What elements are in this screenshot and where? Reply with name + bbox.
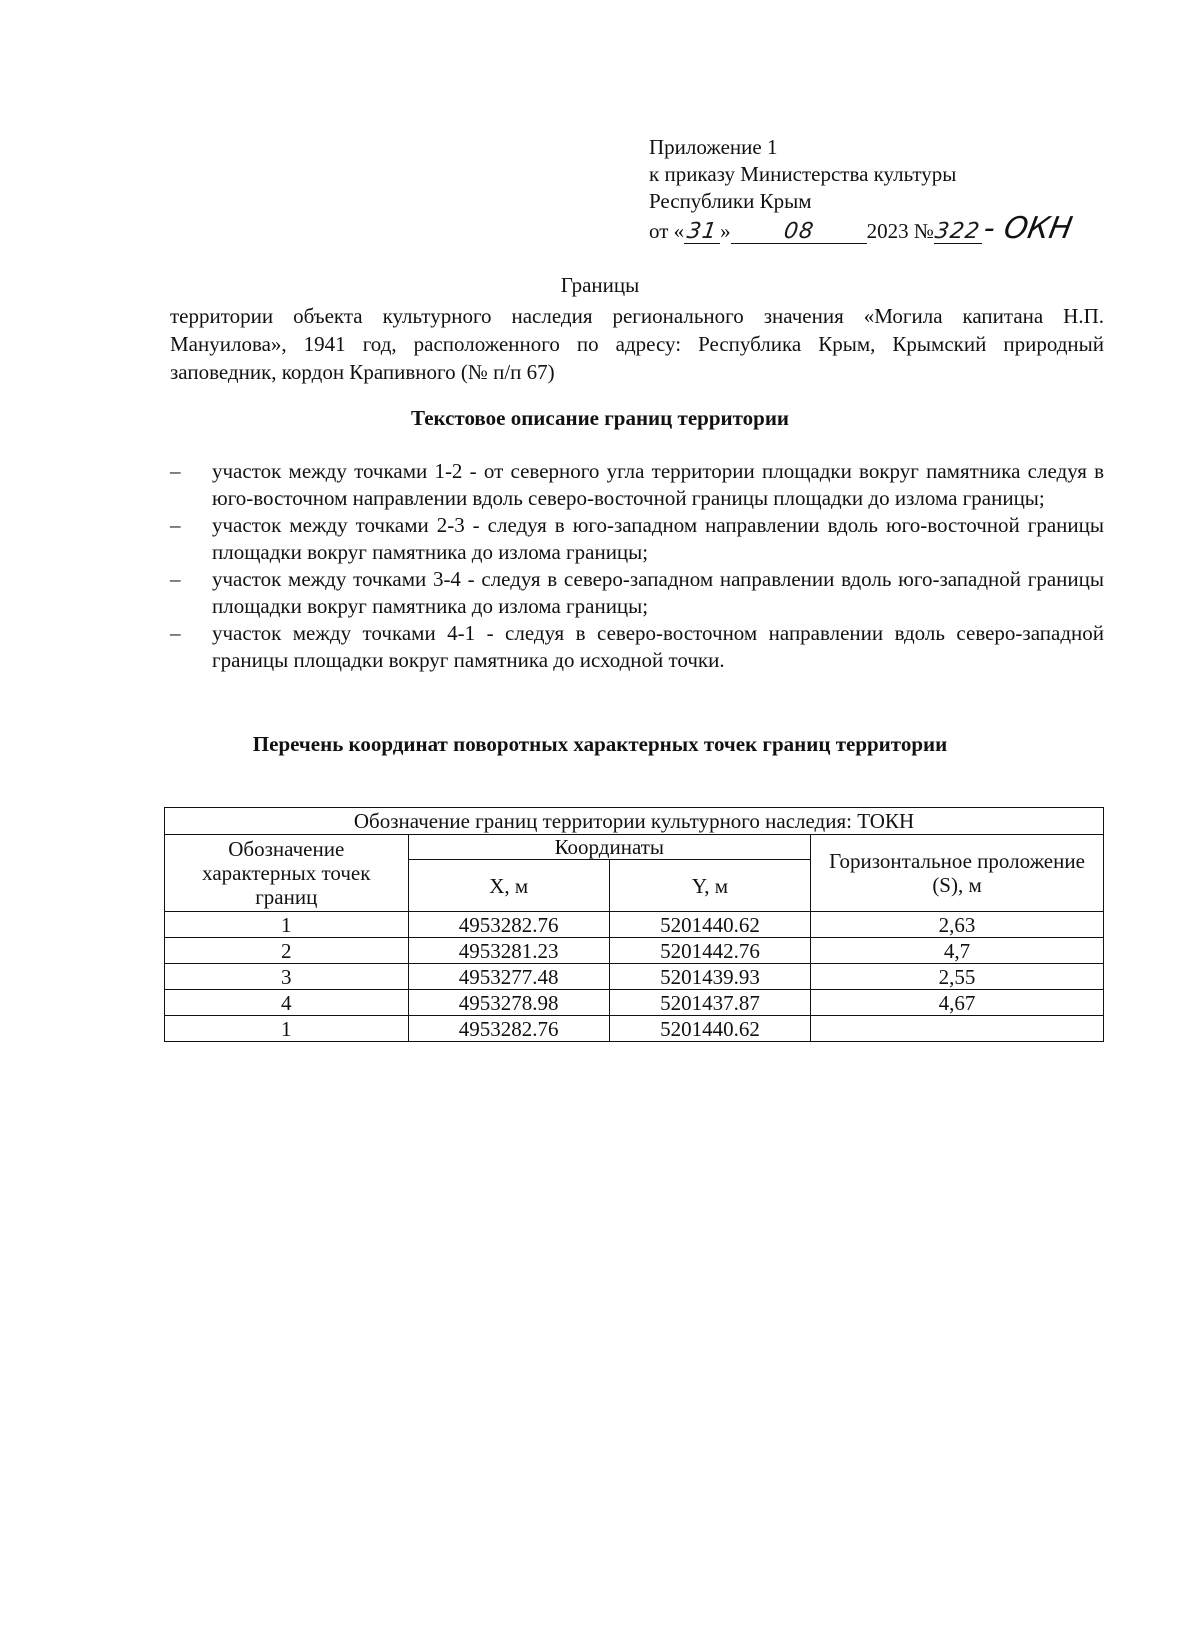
- section-heading-description: Текстовое описание границ территории: [410, 406, 790, 430]
- list-item-text: участок между точками 1-2 - от северного угла территории площадки вокруг памятника следуя в юго-восточном направлении вдоль северо-восточной границы площадки до излома границы;: [212, 459, 1104, 510]
- appendix-title: Приложение 1: [649, 135, 778, 159]
- bullet-dash: –: [170, 513, 181, 537]
- intro-paragraph: территории объекта культурного наследия регионального значения «Могила капитана Н.П. Мануилова», 1941 год, расположенного по адресу: Республика Крым, Крымский природный заповедник, кордон Крапивного (№ п/п 67): [170, 304, 1104, 384]
- order-day: 31: [685, 219, 719, 244]
- list-item-text: участок между точками 3-4 - следуя в северо-западном направлении вдоль юго-западной границы площадки вокруг памятника до излома границы;: [212, 567, 1104, 618]
- table-row: [165, 990, 1104, 1016]
- order-number-field: [934, 220, 982, 244]
- order-year-no: 2023 №: [866, 219, 934, 243]
- page-title: Границы: [560, 273, 640, 297]
- list-item-text: участок между точками 2-3 - следуя в юго-западном направлении вдоль юго-восточной границы площадки вокруг памятника до излома границы;: [212, 513, 1104, 564]
- bullet-dash: –: [170, 567, 181, 591]
- cell-x: 4953282.76: [408, 1016, 609, 1042]
- cell-y: 5201437.87: [609, 990, 810, 1016]
- table-row: [165, 912, 1104, 938]
- cell-point: 1: [165, 912, 409, 938]
- boundary-description-list: [170, 458, 1104, 674]
- table-row: [165, 938, 1104, 964]
- table-row: [165, 1016, 1104, 1042]
- list-item-text: участок между точками 4-1 - следуя в северо-восточном направлении вдоль северо-западной границы площадки вокруг памятника до исходной точки.: [212, 621, 1104, 672]
- cell-x: 4953278.98: [408, 990, 609, 1016]
- header-point: Обозначение характерных точек границ: [165, 835, 409, 912]
- appendix-order-ref: к приказу Министерства культуры: [649, 162, 957, 186]
- order-month: 08: [781, 219, 816, 244]
- cell-y: 5201439.93: [609, 964, 810, 990]
- cell-y: 5201440.62: [609, 912, 810, 938]
- table-caption: Обозначение границ территории культурного наследия: ТОКН: [165, 808, 1104, 835]
- header-coordinates: Координаты: [408, 835, 811, 860]
- list-item: [170, 620, 1104, 674]
- cell-point: 2: [165, 938, 409, 964]
- order-day-field: [684, 220, 720, 244]
- order-number: 322: [933, 219, 983, 244]
- order-day-close: »: [720, 219, 731, 243]
- header-horizontal-distance: Горизонтальное проложение (S), м: [811, 835, 1104, 912]
- order-number-suffix: - ОКН: [980, 211, 1075, 246]
- appendix-block: [649, 134, 1075, 246]
- cell-y: 5201442.76: [609, 938, 810, 964]
- cell-point: 3: [165, 964, 409, 990]
- header-y: Y, м: [609, 860, 810, 912]
- cell-s: 2,55: [811, 964, 1104, 990]
- cell-x: 4953281.23: [408, 938, 609, 964]
- order-date-prefix: от «: [649, 219, 685, 243]
- order-month-field: [731, 220, 867, 244]
- table-row: [165, 964, 1104, 990]
- cell-y: 5201440.62: [609, 1016, 810, 1042]
- cell-s: 4,7: [811, 938, 1104, 964]
- cell-x: 4953282.76: [408, 912, 609, 938]
- bullet-dash: –: [170, 459, 181, 483]
- section-heading-coordinates: Перечень координат поворотных характерных точек границ территории: [252, 732, 948, 756]
- bullet-dash: –: [170, 621, 181, 645]
- cell-s: [811, 1016, 1104, 1042]
- cell-x: 4953277.48: [408, 964, 609, 990]
- order-date-number: [649, 211, 1075, 246]
- coordinates-table: [164, 807, 1104, 1042]
- list-item: [170, 458, 1104, 512]
- appendix-republic: Республики Крым: [649, 189, 812, 213]
- cell-s: 4,67: [811, 990, 1104, 1016]
- list-item: [170, 512, 1104, 566]
- header-x: X, м: [408, 860, 609, 912]
- list-item: [170, 566, 1104, 620]
- cell-point: 1: [165, 1016, 409, 1042]
- cell-s: 2,63: [811, 912, 1104, 938]
- cell-point: 4: [165, 990, 409, 1016]
